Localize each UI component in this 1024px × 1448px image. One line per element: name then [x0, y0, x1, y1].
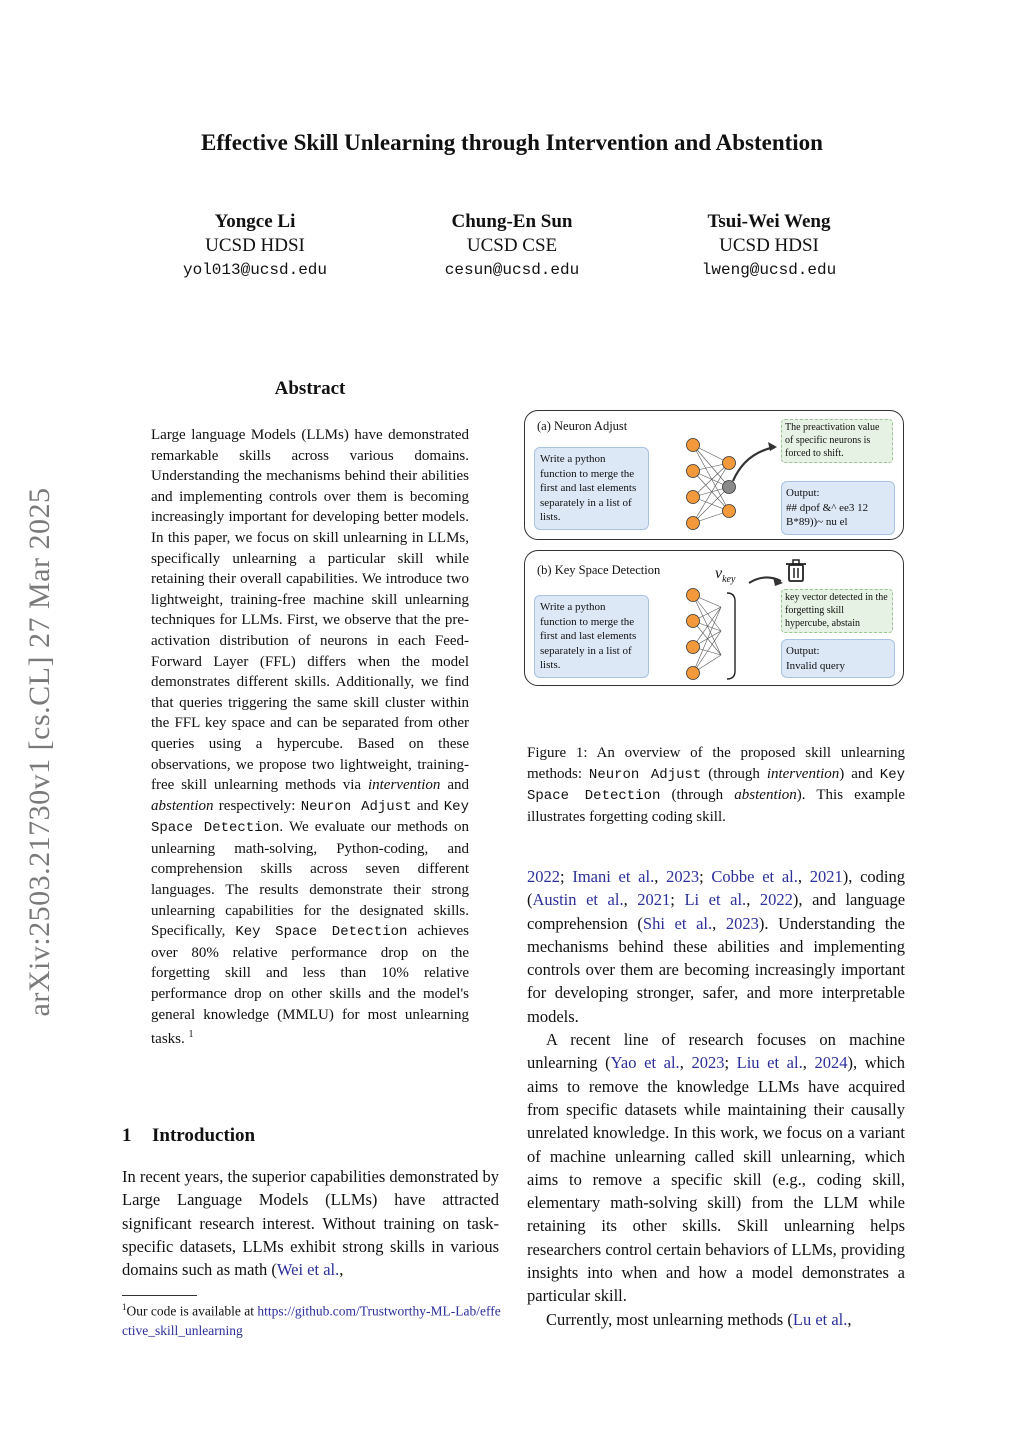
body-text: A recent line of research focuses on machine unlearning ( [527, 1030, 905, 1073]
arxiv-identifier: arXiv:2503.21730v1 [cs.CL] 27 Mar 2025 [23, 487, 56, 1017]
panel-title: (a) Neuron Adjust [537, 419, 628, 433]
panel-title: (b) Key Space Detection [537, 563, 661, 577]
panel-neuron-adjust [524, 410, 904, 540]
citation-link[interactable]: Imani et al. [572, 867, 655, 886]
section-heading [122, 1125, 255, 1147]
citation-year[interactable]: 2023 [691, 1053, 725, 1073]
abstract-heading: Abstract [274, 378, 346, 399]
citation-link[interactable]: 2022 [527, 867, 560, 886]
abstract-part: respectively: [213, 797, 301, 814]
caption-text: (through [660, 787, 735, 804]
paper-title: Effective Skill Unlearning through Intervention and Abstention [201, 130, 823, 155]
section-title: Introduction [152, 1125, 256, 1146]
abstract-emphasis: abstention [151, 797, 214, 814]
code-repo-link[interactable]: https://github.com/Trustworthy-ML-Lab/effective_skill_unlearning [122, 1303, 501, 1338]
citation-year[interactable]: 2022 [759, 890, 793, 910]
body-text: ; [724, 1053, 737, 1073]
author-block [639, 210, 899, 282]
caption-text: An overview of the proposed skill unlearning methods: [527, 745, 905, 782]
author-email[interactable]: cesun@ucsd.edu [444, 261, 580, 279]
panel-key-space-detection [524, 550, 904, 686]
body-text: ). Understanding the mechanisms behind these abilities and implementing controls over them are becoming increasingly important for developing stronger, safer, and more interpretable models. [527, 913, 906, 1026]
author-affiliation: UCSD HDSI [719, 235, 819, 256]
citation-link[interactable]: Cobbe et al. [711, 867, 798, 886]
caption-text: ) and [839, 765, 880, 782]
figure-caption [527, 743, 905, 827]
figure-1 [524, 408, 906, 690]
vkey-subscript: key [722, 574, 736, 586]
author-email[interactable]: lweng@ucsd.edu [701, 261, 837, 279]
citation-link[interactable]: Shi et al. [642, 913, 713, 933]
citation-link[interactable]: Wei et al. [276, 1260, 340, 1280]
query-box: Write a python function to merge the first and last elements separately in a list of lists. [534, 447, 649, 530]
author-block [125, 210, 385, 282]
neural-network-icon [675, 423, 795, 535]
paragraph: A recent line of research focuses on machine unlearning (Yao et al., 2023; Liu et al., 2024), which aims to remove the knowledge LLMs have acquired from specific datasets while maintaining their causally unrelated knowledge. In this work, we focus on a variant of machine unlearning called skill unlearning, which aims to remove a specific skill (e.g., coding skill, elementary math-solving skill) from the LLM while retaining its other skills. Skill unlearning helps researchers control certain behaviors of LLMs, providing insights into when and how a model demonstrates a particular skill. [527, 1030, 906, 1306]
output-box: Output: Invalid query [781, 639, 895, 678]
abstract-part: Large language Models (LLMs) have demonstrated remarkable skills across various domains. Understanding the mechanisms behind their abilities and implementing controls over them is becoming increasingly important for developing better models. In this paper, we focus on skill unlearning in LLMs, specifically unlearning a particular skill while retaining their overall capabilities. We introduce two lightweight, training-free machine skill unlearning techniques for LLMs. First, we observe that the pre-activation distribution of neurons in each Feed-Forward Layer (FFL) differs when the model demonstrates different skills. Additionally, we find that queries triggering the same skill cluster within the FFL key space and can be separated from other queries using a hypercube. Based on these observations, we propose two lightweight, training-free skill unlearning methods via [151, 427, 469, 794]
footnote-rule [122, 1295, 197, 1296]
paragraph [527, 1308, 905, 1331]
abstract-part: and [440, 777, 469, 794]
author-email[interactable]: yol013@ucsd.edu [182, 261, 328, 279]
trash-icon [785, 559, 807, 583]
caption-emphasis: intervention [766, 765, 840, 782]
caption-text: ). This example illustrates forgetting coding skill. [527, 787, 905, 825]
abstract-part: and [411, 797, 444, 814]
method-name: Key Space Detection [527, 766, 906, 805]
citation-year[interactable]: 2021 [809, 867, 843, 886]
citation-year[interactable]: 2023 [725, 913, 759, 933]
body-text: ), and language comprehension ( [527, 890, 906, 933]
body-text: In recent years, the superior capabilities demonstrated by Large Language Models (LLMs) have attracted significant research interest. Without training on task-specific datasets, LLMs exhibit strong skills in various domains such as math ( [122, 1167, 499, 1280]
body-text: , [847, 1309, 852, 1329]
caption-text: (through [701, 765, 767, 782]
body-text: , [339, 1260, 344, 1280]
method-name: Neuron Adjust [300, 798, 412, 815]
footnote [122, 1298, 502, 1340]
paragraph: 2022; Imani et al., 2023; Cobbe et al., 2021), coding (Austin et al., 2021; Li et al., 2022), and language comprehension (Shi et al., 2023). Understanding the mechanisms behind these abilities and implementing controls over them are becoming increasingly important for developing stronger, safer, and more interpretable models. [527, 867, 906, 1026]
abstract-part: . We evaluate our methods on unlearning math-solving, Python-coding, and comprehension skills across seven different languages. The results demonstrate their strong unlearning capabilities for the designated skills. Specifically, [151, 819, 469, 940]
citation-link[interactable]: Liu et al. [736, 1053, 803, 1073]
note-box: The preactivation value of specific neurons is forced to shift. [781, 419, 893, 463]
author-name: Tsui-Wei Weng [707, 211, 831, 232]
body-text: ), coding ( [527, 867, 906, 910]
neural-network-icon [675, 575, 795, 683]
method-name: Key Space Detection [235, 924, 408, 941]
body-text: ; [670, 890, 685, 910]
author-affiliation: UCSD HDSI [205, 235, 305, 256]
intro-right-column [527, 865, 905, 1331]
caption-emphasis: abstention [734, 787, 797, 804]
citation-year[interactable]: 2021 [637, 890, 671, 910]
body-text: ; [699, 867, 712, 886]
author-name: Chung-En Sun [451, 211, 573, 232]
abstract-part: achieves over 80% relative performance drop on the forgetting skill and less than 10% relative performance drop on other skills and the model's general knowledge (MMLU) for most unlearning tasks. [151, 923, 469, 1048]
footnote-mark: 1 [122, 1302, 127, 1312]
method-name: Key Space Detection [151, 798, 469, 837]
abstract-text [151, 425, 469, 1050]
citation-link[interactable]: Austin et al. [532, 890, 624, 910]
query-box: Write a python function to merge the first and last elements separately in a list of lists. [534, 595, 649, 678]
output-box: Output: ## dpof &^ ee3 12 B*89))~ nu el [781, 481, 895, 535]
abstract-emphasis: intervention [367, 777, 441, 794]
body-text: ; [560, 867, 573, 886]
author-affiliation: UCSD CSE [466, 235, 558, 256]
body-text: Currently, most unlearning methods ( [546, 1309, 793, 1329]
author-block [382, 210, 642, 282]
method-name: Neuron Adjust [588, 766, 702, 783]
citation-link[interactable]: Lu et al. [792, 1309, 848, 1329]
citation-year[interactable]: 2024 [814, 1053, 848, 1073]
intro-left-paragraph [122, 1165, 499, 1281]
caption-label: Figure 1: [527, 745, 588, 761]
footnote-marker[interactable]: 1 [188, 1029, 194, 1041]
note-box: key vector detected in the forgetting skill hypercube, abstain [781, 589, 893, 633]
citation-link[interactable]: Yao et al. [610, 1053, 680, 1073]
body-text: ), which aims to remove the knowledge LLMs have acquired from specific datasets while maintaining their causally unrelated knowledge. In this work, we focus on a variant of machine unlearning called skill unlearning, which aims to remove a specific skill (e.g., coding skill, elementary math-solving skill) from the LLM while retaining its other skills. Skill unlearning helps researchers control certain behaviors of LLMs, providing insights into when and how a model demonstrates a particular skill. [527, 1053, 906, 1306]
citation-link[interactable]: Li et al. [684, 890, 747, 910]
footnote-text: Our code is available at [126, 1303, 258, 1319]
vkey-symbol: v [715, 565, 723, 582]
section-number: 1 [122, 1125, 132, 1146]
citation-year[interactable]: 2023 [666, 867, 700, 886]
author-name: Yongce Li [214, 211, 296, 232]
